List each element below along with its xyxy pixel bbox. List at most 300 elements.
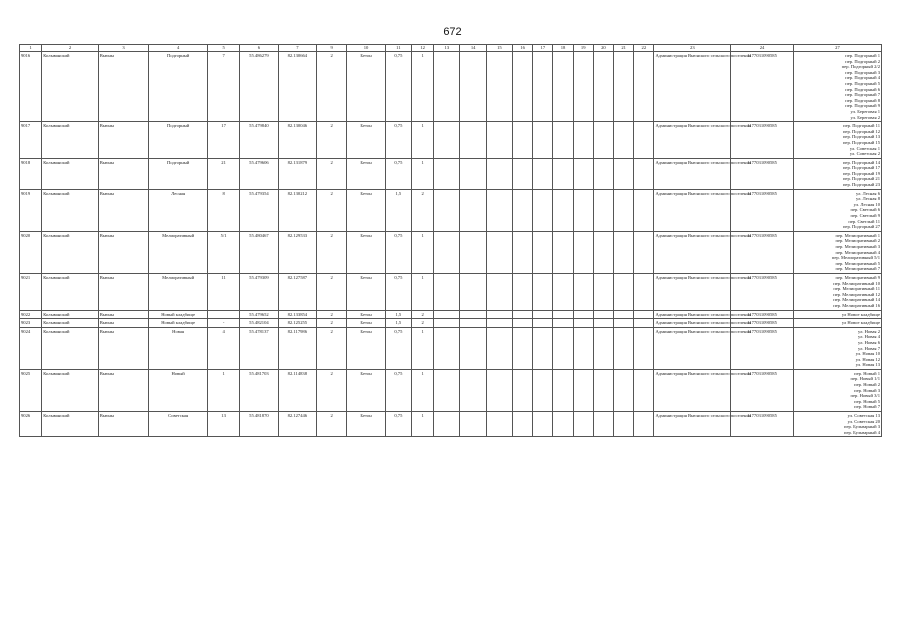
empty-cell — [614, 189, 634, 231]
material-cell: Бетон — [347, 231, 385, 273]
empty-cell — [460, 369, 486, 411]
empty-cell — [513, 273, 533, 310]
volume-cell: 0,75 — [385, 369, 411, 411]
material-cell: Бетон — [347, 319, 385, 328]
latitude-cell: 55.479354 — [240, 189, 278, 231]
addresses-cell — [793, 319, 881, 328]
volume-cell: 0,75 — [385, 158, 411, 189]
address-line: пер. Мелиоративный 12 — [833, 291, 880, 297]
addresses-cell — [793, 369, 881, 411]
address-line: пер. Подгорный 3 — [845, 69, 880, 75]
empty-cell — [533, 273, 553, 310]
address-line: ул. Лесная 6 — [855, 190, 880, 196]
ogrn-cell: 1177031090585 — [731, 273, 794, 310]
column-9-cell: 2 — [317, 189, 347, 231]
addresses-cell — [793, 231, 881, 273]
empty-cell — [553, 369, 573, 411]
empty-cell — [593, 412, 613, 437]
address-line: ул. Новая 6 — [857, 339, 880, 345]
latitude-cell: 55.479606 — [240, 158, 278, 189]
material-cell: Бетон — [347, 52, 385, 122]
empty-cell — [614, 273, 634, 310]
empty-cell — [593, 52, 613, 122]
street-cell: Советская — [149, 412, 208, 437]
empty-cell — [486, 327, 512, 369]
empty-cell — [634, 327, 654, 369]
empty-cell — [460, 327, 486, 369]
empty-cell — [614, 158, 634, 189]
column-header: 19 — [573, 45, 593, 52]
empty-cell — [614, 327, 634, 369]
address-line: пер. Подгорный 11 — [843, 123, 880, 129]
column-9-cell: 2 — [317, 319, 347, 328]
street-cell: Новый — [149, 369, 208, 411]
empty-cell — [634, 189, 654, 231]
ogrn-cell: 1177031090585 — [731, 189, 794, 231]
count-cell: 2 — [412, 310, 434, 319]
empty-cell — [434, 231, 460, 273]
empty-cell — [434, 122, 460, 159]
address-line: пер. Новый 7 — [854, 404, 880, 410]
row-id: 9022 — [20, 310, 42, 319]
address-line: пер. Подгорный 21 — [842, 176, 880, 182]
empty-cell — [634, 158, 654, 189]
column-9-cell: 2 — [317, 327, 347, 369]
house-cell: 21 — [207, 158, 239, 189]
empty-cell — [486, 310, 512, 319]
settlement-cell: Вьюны — [98, 273, 149, 310]
column-header: 11 — [385, 45, 411, 52]
house-cell: 8 — [207, 189, 239, 231]
owner-cell: Администрация Вьюнского сельского поселения — [654, 231, 731, 273]
empty-cell — [533, 52, 553, 122]
empty-cell — [573, 412, 593, 437]
table-row — [20, 122, 882, 159]
table-row — [20, 231, 882, 273]
empty-cell — [486, 189, 512, 231]
column-header: 9 — [317, 45, 347, 52]
empty-cell — [434, 412, 460, 437]
latitude-cell: 55.480467 — [240, 231, 278, 273]
volume-cell: 0,75 — [385, 412, 411, 437]
count-cell: 2 — [412, 189, 434, 231]
empty-cell — [634, 52, 654, 122]
address-line: пер. Мелиоративный 11 — [833, 286, 880, 292]
address-line: ул. Советская 20 — [847, 418, 880, 424]
address-line: пер. Подгорный 15 — [842, 139, 880, 145]
settlement-cell: Вьюны — [98, 327, 149, 369]
latitude-cell: 55.481870 — [240, 412, 278, 437]
address-line: ул. Новая 2 — [857, 328, 880, 334]
empty-cell — [553, 327, 573, 369]
column-header: 22 — [634, 45, 654, 52]
empty-cell — [573, 369, 593, 411]
address-line: пер. Подгорный 9 — [845, 103, 880, 109]
address-line: пер. Мелиоративный 5 — [835, 260, 880, 266]
column-header: 10 — [347, 45, 385, 52]
registry-table — [19, 44, 882, 437]
material-cell: Бетон — [347, 189, 385, 231]
empty-cell — [434, 52, 460, 122]
empty-cell — [553, 158, 573, 189]
owner-cell: Администрация Вьюнского сельского поселения — [654, 189, 731, 231]
empty-cell — [614, 319, 634, 328]
address-line: ул. Советская 13 — [847, 413, 880, 419]
ogrn-cell: 1177031090585 — [731, 327, 794, 369]
column-9-cell: 2 — [317, 231, 347, 273]
empty-cell — [614, 310, 634, 319]
addresses-cell — [793, 327, 881, 369]
ogrn-cell: 1177031090585 — [731, 231, 794, 273]
empty-cell — [573, 327, 593, 369]
empty-cell — [513, 231, 533, 273]
latitude-cell: 55.479309 — [240, 273, 278, 310]
column-header: 17 — [533, 45, 553, 52]
address-line: ул Новое кладбище — [841, 320, 880, 326]
empty-cell — [513, 319, 533, 328]
empty-cell — [513, 189, 533, 231]
ogrn-cell: 1177031090585 — [731, 369, 794, 411]
empty-cell — [593, 122, 613, 159]
column-header: 23 — [654, 45, 731, 52]
count-cell: 1 — [412, 158, 434, 189]
column-9-cell: 2 — [317, 412, 347, 437]
count-cell: 2 — [412, 319, 434, 328]
empty-cell — [614, 52, 634, 122]
addresses-cell — [793, 310, 881, 319]
empty-cell — [553, 122, 573, 159]
material-cell: Бетон — [347, 158, 385, 189]
address-line: пер. Подгорный 1 — [845, 53, 880, 58]
empty-cell — [533, 310, 553, 319]
empty-cell — [434, 319, 460, 328]
addresses-cell — [793, 273, 881, 310]
empty-cell — [573, 189, 593, 231]
owner-cell: Администрация Вьюнского сельского поселения — [654, 52, 731, 122]
column-header: 2 — [42, 45, 99, 52]
row-id: 9017 — [20, 122, 42, 159]
empty-cell — [614, 231, 634, 273]
empty-cell — [533, 412, 553, 437]
house-cell: 17 — [207, 122, 239, 159]
longitude-cell: 82.127587 — [278, 273, 316, 310]
ogrn-cell: 1177031090585 — [731, 52, 794, 122]
address-line: ул. Лесная 10 — [853, 201, 880, 207]
table-row — [20, 412, 882, 437]
district-cell: Колыванский — [42, 189, 99, 231]
empty-cell — [533, 158, 553, 189]
empty-cell — [553, 52, 573, 122]
longitude-cell: 82.133854 — [278, 310, 316, 319]
house-cell: 13 — [207, 412, 239, 437]
latitude-cell: 55.486279 — [240, 52, 278, 122]
address-line: ул. Советская 1 — [849, 145, 880, 151]
longitude-cell: 82.127446 — [278, 412, 316, 437]
empty-cell — [573, 52, 593, 122]
column-header: 15 — [486, 45, 512, 52]
address-line: пер. Мелиоративный 9 — [835, 274, 880, 280]
row-id: 9025 — [20, 369, 42, 411]
empty-cell — [593, 158, 613, 189]
empty-cell — [460, 231, 486, 273]
column-header: 24 — [731, 45, 794, 52]
empty-cell — [634, 319, 654, 328]
header-row — [20, 45, 882, 52]
empty-cell — [553, 319, 573, 328]
settlement-cell: Вьюны — [98, 52, 149, 122]
empty-cell — [593, 273, 613, 310]
empty-cell — [460, 412, 486, 437]
empty-cell — [460, 189, 486, 231]
count-cell: 1 — [412, 231, 434, 273]
owner-cell: Администрация Вьюнского сельского поселения — [654, 327, 731, 369]
material-cell: Бетон — [347, 122, 385, 159]
house-cell: 4 — [207, 327, 239, 369]
empty-cell — [486, 231, 512, 273]
street-cell: Новая — [149, 327, 208, 369]
address-line: пер. Мелиоративный 2 — [835, 238, 880, 244]
street-cell: Подгорный — [149, 52, 208, 122]
table-row — [20, 369, 882, 411]
address-line: пер. Подгорный 17 — [842, 165, 880, 171]
column-header: 21 — [614, 45, 634, 52]
house-cell: 7 — [207, 52, 239, 122]
empty-cell — [486, 273, 512, 310]
empty-cell — [533, 369, 553, 411]
empty-cell — [614, 412, 634, 437]
row-id: 9021 — [20, 273, 42, 310]
empty-cell — [460, 52, 486, 122]
address-line: пер. Подгорный 6 — [845, 86, 880, 92]
empty-cell — [553, 189, 573, 231]
addresses-cell — [793, 122, 881, 159]
district-cell: Колыванский — [42, 327, 99, 369]
empty-cell — [533, 231, 553, 273]
address-line: ул. Новая 7 — [857, 345, 880, 351]
settlement-cell: Вьюны — [98, 412, 149, 437]
longitude-cell: 82.130664 — [278, 52, 316, 122]
ogrn-cell: 1177031090585 — [731, 122, 794, 159]
settlement-cell: Вьюны — [98, 310, 149, 319]
empty-cell — [573, 158, 593, 189]
street-cell: Новый кладбище — [149, 319, 208, 328]
empty-cell — [533, 319, 553, 328]
empty-cell — [460, 158, 486, 189]
empty-cell — [553, 412, 573, 437]
empty-cell — [513, 327, 533, 369]
address-line: ул. Береговая 2 — [850, 114, 880, 120]
volume-cell: 0,75 — [385, 231, 411, 273]
owner-cell: Администрация Вьюнского сельского поселения — [654, 319, 731, 328]
column-header: 20 — [593, 45, 613, 52]
material-cell: Бетон — [347, 369, 385, 411]
column-header: 13 — [434, 45, 460, 52]
address-line: ул. Новая 10 — [855, 351, 880, 357]
empty-cell — [634, 310, 654, 319]
column-header: 16 — [513, 45, 533, 52]
owner-cell: Администрация Вьюнского сельского поселения — [654, 273, 731, 310]
owner-cell: Администрация Вьюнского сельского поселения — [654, 122, 731, 159]
empty-cell — [533, 327, 553, 369]
latitude-cell: 55.478137 — [240, 327, 278, 369]
column-header: 18 — [553, 45, 573, 52]
material-cell: Бетон — [347, 273, 385, 310]
material-cell: Бетон — [347, 327, 385, 369]
empty-cell — [434, 158, 460, 189]
empty-cell — [593, 369, 613, 411]
empty-cell — [533, 189, 553, 231]
district-cell: Колыванский — [42, 158, 99, 189]
address-line: пер. Мелиоративный 4 — [835, 249, 880, 255]
column-9-cell: 2 — [317, 369, 347, 411]
address-line: пер. Светлый 11 — [848, 218, 880, 224]
empty-cell — [573, 231, 593, 273]
street-cell: Лесная — [149, 189, 208, 231]
street-cell: Новый кладбище — [149, 310, 208, 319]
address-line: пер. Подгорный 2 — [845, 58, 880, 64]
address-line: ул. Советская 2 — [849, 151, 880, 157]
column-header: 6 — [240, 45, 278, 52]
address-line: ул. Лесная 8 — [855, 196, 880, 202]
owner-cell: Администрация Вьюнского сельского поселения — [654, 158, 731, 189]
empty-cell — [533, 122, 553, 159]
empty-cell — [634, 412, 654, 437]
empty-cell — [486, 122, 512, 159]
addresses-cell — [793, 189, 881, 231]
address-line: пер. Бульварный 4 — [844, 429, 880, 435]
row-id: 9020 — [20, 231, 42, 273]
volume-cell: 1,5 — [385, 310, 411, 319]
table-row — [20, 52, 882, 122]
column-header: 27 — [793, 45, 881, 52]
address-line: пер. Подгорный 23 — [842, 182, 880, 188]
table-row — [20, 189, 882, 231]
count-cell: 1 — [412, 273, 434, 310]
column-header: 1 — [20, 45, 42, 52]
empty-cell — [486, 412, 512, 437]
count-cell: 1 — [412, 52, 434, 122]
address-line: пер. Мелиоративный 5/1 — [831, 255, 880, 261]
owner-cell: Администрация Вьюнского сельского поселения — [654, 369, 731, 411]
address-line: ул. Новая 12 — [855, 356, 880, 362]
ogrn-cell: 1177031090585 — [731, 158, 794, 189]
settlement-cell: Вьюны — [98, 319, 149, 328]
empty-cell — [593, 319, 613, 328]
column-header: 3 — [98, 45, 149, 52]
address-line: пер. Подгорный 12 — [842, 128, 880, 134]
page-number: 672 — [443, 26, 462, 38]
address-line: ул. Новая 4 — [857, 334, 880, 340]
empty-cell — [593, 327, 613, 369]
address-line: пер. Бульварный 3 — [844, 424, 880, 430]
table-row — [20, 319, 882, 328]
empty-cell — [513, 122, 533, 159]
address-line: пер. Мелиоративный 14 — [833, 297, 880, 303]
empty-cell — [513, 52, 533, 122]
empty-cell — [553, 310, 573, 319]
address-line: пер. Мелиоративный 1 — [835, 232, 880, 238]
empty-cell — [513, 310, 533, 319]
empty-cell — [486, 319, 512, 328]
material-cell: Бетон — [347, 412, 385, 437]
empty-cell — [460, 122, 486, 159]
volume-cell: 0,75 — [385, 273, 411, 310]
column-header: 14 — [460, 45, 486, 52]
addresses-cell — [793, 52, 881, 122]
empty-cell — [486, 158, 512, 189]
column-header: 12 — [412, 45, 434, 52]
street-cell: Мелиоративный — [149, 273, 208, 310]
empty-cell — [634, 122, 654, 159]
empty-cell — [434, 369, 460, 411]
table-row — [20, 327, 882, 369]
address-line: пер. Светлый 9 — [850, 213, 880, 219]
house-cell: - — [207, 319, 239, 328]
settlement-cell: Вьюны — [98, 369, 149, 411]
house-cell: 1 — [207, 369, 239, 411]
address-line: пер. Новый 3 — [854, 387, 880, 393]
district-cell: Колыванский — [42, 273, 99, 310]
house-cell — [207, 310, 239, 319]
addresses-cell — [793, 158, 881, 189]
empty-cell — [593, 231, 613, 273]
row-id: 9019 — [20, 189, 42, 231]
column-9-cell: 2 — [317, 52, 347, 122]
empty-cell — [593, 189, 613, 231]
address-line: пер. Мелиоративный 7 — [835, 266, 880, 272]
empty-cell — [573, 273, 593, 310]
district-cell: Колыванский — [42, 52, 99, 122]
address-line: пер. Подгорный 13 — [842, 134, 880, 140]
address-line: пер. Новый 1 — [854, 370, 880, 376]
address-line: пер. Новый 3/1 — [850, 393, 880, 399]
ogrn-cell: 1177031090585 — [731, 319, 794, 328]
longitude-cell: 82.117986 — [278, 327, 316, 369]
empty-cell — [593, 310, 613, 319]
district-cell: Колыванский — [42, 122, 99, 159]
empty-cell — [634, 273, 654, 310]
longitude-cell: 82.125255 — [278, 319, 316, 328]
latitude-cell: 55.481703 — [240, 369, 278, 411]
settlement-cell: Вьюны — [98, 231, 149, 273]
address-line: пер. Светлый 6 — [850, 207, 880, 213]
house-cell: 5/1 — [207, 231, 239, 273]
empty-cell — [634, 231, 654, 273]
address-line: пер. Подгорный 19 — [842, 170, 880, 176]
count-cell: 1 — [412, 369, 434, 411]
address-line: ул. Новая 13 — [855, 362, 880, 368]
volume-cell: 0,75 — [385, 327, 411, 369]
table-row — [20, 273, 882, 310]
address-line: пер. Подгорный 8 — [845, 97, 880, 103]
count-cell: 1 — [412, 122, 434, 159]
longitude-cell: 82.131879 — [278, 158, 316, 189]
owner-cell: Администрация Вьюнского сельского поселения — [654, 310, 731, 319]
material-cell: Бетон — [347, 310, 385, 319]
address-line: пер. Мелиоративный 3 — [835, 244, 880, 249]
column-header: 4 — [149, 45, 208, 52]
empty-cell — [486, 52, 512, 122]
ogrn-cell: 1177031090585 — [731, 412, 794, 437]
empty-cell — [434, 273, 460, 310]
volume-cell: 0,75 — [385, 122, 411, 159]
empty-cell — [573, 319, 593, 328]
address-line: пер. Подгорный 4 — [845, 75, 880, 81]
addresses-cell — [793, 412, 881, 437]
house-cell: 11 — [207, 273, 239, 310]
empty-cell — [460, 310, 486, 319]
street-cell: Подгорный — [149, 158, 208, 189]
